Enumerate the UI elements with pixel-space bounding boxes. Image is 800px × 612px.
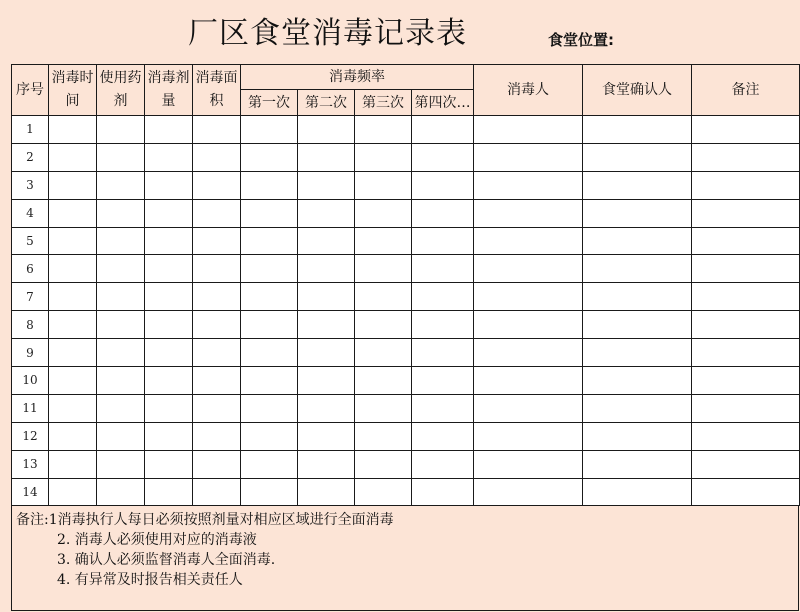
entry-cell[interactable]	[145, 199, 193, 227]
table-row	[12, 394, 800, 422]
entry-cell[interactable]	[193, 283, 241, 311]
entry-cell[interactable]	[193, 450, 241, 478]
entry-cell[interactable]	[412, 116, 474, 144]
table-row	[12, 422, 800, 450]
entry-cell[interactable]	[49, 422, 97, 450]
entry-cell[interactable]	[583, 255, 692, 283]
entry-cell[interactable]	[474, 450, 583, 478]
entry-cell[interactable]	[412, 394, 474, 422]
entry-cell[interactable]	[49, 339, 97, 367]
entry-cell[interactable]	[412, 478, 474, 506]
entry-cell[interactable]	[241, 116, 298, 144]
entry-cell[interactable]	[412, 255, 474, 283]
entry-cell[interactable]	[583, 283, 692, 311]
entry-cell[interactable]	[241, 478, 298, 506]
entry-cell[interactable]	[298, 255, 355, 283]
row-number: 14	[12, 478, 49, 506]
entry-cell[interactable]	[412, 422, 474, 450]
entry-cell[interactable]	[474, 143, 583, 171]
entry-cell[interactable]	[241, 339, 298, 367]
entry-cell[interactable]	[583, 116, 692, 144]
entry-cell[interactable]	[97, 255, 145, 283]
entry-cell[interactable]	[49, 367, 97, 395]
entry-cell[interactable]	[412, 283, 474, 311]
entry-cell[interactable]	[97, 311, 145, 339]
entry-cell[interactable]	[355, 255, 412, 283]
entry-cell[interactable]	[412, 143, 474, 171]
entry-cell[interactable]	[145, 171, 193, 199]
entry-cell[interactable]	[49, 143, 97, 171]
entry-cell[interactable]	[298, 143, 355, 171]
entry-cell[interactable]	[298, 116, 355, 144]
header-freq-2: 第二次	[298, 90, 355, 116]
entry-cell[interactable]	[145, 339, 193, 367]
entry-cell[interactable]	[692, 339, 800, 367]
entry-cell[interactable]	[241, 171, 298, 199]
note-line-3: 3. 确认人必须监督消毒人全面消毒.	[57, 552, 276, 568]
row-number: 3	[12, 171, 49, 199]
entry-cell[interactable]	[97, 283, 145, 311]
row-number: 12	[12, 422, 49, 450]
entry-cell[interactable]	[241, 255, 298, 283]
entry-cell[interactable]	[145, 478, 193, 506]
entry-cell[interactable]	[298, 283, 355, 311]
note-line-4: 4. 有异常及时报告相关责任人	[57, 572, 243, 588]
entry-cell[interactable]	[474, 311, 583, 339]
entry-cell[interactable]	[583, 450, 692, 478]
table-row	[12, 143, 800, 171]
entry-cell[interactable]	[145, 227, 193, 255]
entry-cell[interactable]	[145, 394, 193, 422]
entry-cell[interactable]	[49, 116, 97, 144]
entry-cell[interactable]	[145, 311, 193, 339]
form-title: 厂区食堂消毒记录表	[188, 16, 467, 51]
entry-cell[interactable]	[692, 394, 800, 422]
table-row	[12, 171, 800, 199]
entry-cell[interactable]	[412, 227, 474, 255]
entry-cell[interactable]	[241, 422, 298, 450]
entry-cell[interactable]	[241, 367, 298, 395]
entry-cell[interactable]	[474, 394, 583, 422]
header-freq-4: 第四次…	[412, 90, 474, 116]
entry-cell[interactable]	[97, 143, 145, 171]
header-canteen-confirm: 食堂确认人	[583, 65, 692, 116]
entry-cell[interactable]	[692, 311, 800, 339]
entry-cell[interactable]	[583, 478, 692, 506]
entry-cell[interactable]	[355, 227, 412, 255]
entry-cell[interactable]	[49, 478, 97, 506]
entry-cell[interactable]	[474, 255, 583, 283]
entry-cell[interactable]	[97, 367, 145, 395]
entry-cell[interactable]	[145, 116, 193, 144]
entry-cell[interactable]	[193, 255, 241, 283]
entry-cell[interactable]	[474, 367, 583, 395]
entry-cell[interactable]	[298, 422, 355, 450]
entry-cell[interactable]	[692, 367, 800, 395]
entry-cell[interactable]	[692, 450, 800, 478]
entry-cell[interactable]	[474, 199, 583, 227]
entry-cell[interactable]	[692, 283, 800, 311]
table-row	[12, 339, 800, 367]
entry-cell[interactable]	[97, 199, 145, 227]
entry-cell[interactable]	[298, 450, 355, 478]
entry-cell[interactable]	[298, 171, 355, 199]
entry-cell[interactable]	[241, 143, 298, 171]
entry-cell[interactable]	[49, 450, 97, 478]
header-freq-1: 第一次	[241, 90, 298, 116]
canteen-location-label: 食堂位置:	[548, 31, 614, 49]
entry-cell[interactable]	[49, 171, 97, 199]
entry-cell[interactable]	[583, 394, 692, 422]
entry-cell[interactable]	[474, 116, 583, 144]
entry-cell[interactable]	[355, 311, 412, 339]
entry-cell[interactable]	[355, 171, 412, 199]
entry-cell[interactable]	[193, 367, 241, 395]
entry-cell[interactable]	[241, 227, 298, 255]
entry-cell[interactable]	[193, 339, 241, 367]
table-row	[12, 116, 800, 144]
entry-cell[interactable]	[412, 311, 474, 339]
entry-cell[interactable]	[97, 422, 145, 450]
entry-cell[interactable]	[193, 311, 241, 339]
row-number: 8	[12, 311, 49, 339]
entry-cell[interactable]	[298, 227, 355, 255]
row-number: 6	[12, 255, 49, 283]
entry-cell[interactable]	[97, 116, 145, 144]
table-row	[12, 367, 800, 395]
note-line-1: 备注:1消毒执行人每日必须按照剂量对相应区域进行全面消毒	[16, 512, 394, 528]
entry-cell[interactable]	[49, 283, 97, 311]
table-row	[12, 227, 800, 255]
entry-cell[interactable]	[355, 450, 412, 478]
entry-cell[interactable]	[583, 227, 692, 255]
row-number: 13	[12, 450, 49, 478]
entry-cell[interactable]	[692, 227, 800, 255]
entry-cell[interactable]	[692, 199, 800, 227]
entry-cell[interactable]	[97, 478, 145, 506]
header-seq: 序号	[12, 65, 49, 116]
entry-cell[interactable]	[355, 283, 412, 311]
entry-cell[interactable]	[193, 227, 241, 255]
table-row	[12, 478, 800, 506]
entry-cell[interactable]	[241, 450, 298, 478]
row-number: 2	[12, 143, 49, 171]
entry-cell[interactable]	[583, 171, 692, 199]
entry-cell[interactable]	[412, 199, 474, 227]
table-row	[12, 255, 800, 283]
entry-cell[interactable]	[49, 255, 97, 283]
notes-section	[11, 505, 799, 611]
header-area: 消毒面积	[193, 65, 241, 116]
entry-cell[interactable]	[49, 227, 97, 255]
entry-cell[interactable]	[193, 171, 241, 199]
header-dose: 消毒剂量	[145, 65, 193, 116]
entry-cell[interactable]	[692, 422, 800, 450]
table-row	[12, 311, 800, 339]
entry-cell[interactable]	[298, 311, 355, 339]
header-remarks: 备注	[692, 65, 800, 116]
note-line-2: 2. 消毒人必须使用对应的消毒液	[57, 532, 257, 548]
row-number: 5	[12, 227, 49, 255]
entry-cell[interactable]	[412, 450, 474, 478]
entry-cell[interactable]	[474, 339, 583, 367]
header-frequency: 消毒频率	[241, 65, 474, 90]
entry-cell[interactable]	[193, 116, 241, 144]
entry-cell[interactable]	[97, 394, 145, 422]
entry-cell[interactable]	[49, 311, 97, 339]
row-number: 11	[12, 394, 49, 422]
entry-cell[interactable]	[355, 422, 412, 450]
entry-cell[interactable]	[97, 339, 145, 367]
entry-cell[interactable]	[145, 255, 193, 283]
entry-cell[interactable]	[241, 311, 298, 339]
header-agent: 使用药剂	[97, 65, 145, 116]
entry-cell[interactable]	[145, 450, 193, 478]
entry-cell[interactable]	[412, 339, 474, 367]
entry-cell[interactable]	[474, 478, 583, 506]
entry-cell[interactable]	[193, 143, 241, 171]
entry-cell[interactable]	[355, 367, 412, 395]
entry-cell[interactable]	[355, 478, 412, 506]
entry-cell[interactable]	[355, 143, 412, 171]
entry-cell[interactable]	[298, 367, 355, 395]
header-disinfector: 消毒人	[474, 65, 583, 116]
entry-cell[interactable]	[412, 171, 474, 199]
table-row	[12, 450, 800, 478]
entry-cell[interactable]	[145, 422, 193, 450]
entry-cell[interactable]	[49, 394, 97, 422]
entry-cell[interactable]	[298, 394, 355, 422]
header-time: 消毒时间	[49, 65, 97, 116]
row-number: 9	[12, 339, 49, 367]
entry-cell[interactable]	[692, 143, 800, 171]
entry-cell[interactable]	[355, 394, 412, 422]
entry-cell[interactable]	[145, 143, 193, 171]
entry-cell[interactable]	[583, 143, 692, 171]
disinfection-record-table	[11, 64, 800, 506]
entry-cell[interactable]	[583, 367, 692, 395]
entry-cell[interactable]	[692, 116, 800, 144]
entry-cell[interactable]	[193, 199, 241, 227]
entry-cell[interactable]	[583, 339, 692, 367]
entry-cell[interactable]	[474, 422, 583, 450]
entry-cell[interactable]	[355, 116, 412, 144]
entry-cell[interactable]	[145, 367, 193, 395]
row-number: 10	[12, 367, 49, 395]
entry-cell[interactable]	[583, 422, 692, 450]
entry-cell[interactable]	[474, 227, 583, 255]
entry-cell[interactable]	[412, 367, 474, 395]
entry-cell[interactable]	[145, 283, 193, 311]
entry-cell[interactable]	[241, 394, 298, 422]
entry-cell[interactable]	[298, 339, 355, 367]
table-row	[12, 199, 800, 227]
entry-cell[interactable]	[298, 199, 355, 227]
entry-cell[interactable]	[474, 283, 583, 311]
entry-cell[interactable]	[692, 171, 800, 199]
entry-cell[interactable]	[692, 255, 800, 283]
entry-cell[interactable]	[355, 199, 412, 227]
header-freq-3: 第三次	[355, 90, 412, 116]
entry-cell[interactable]	[474, 171, 583, 199]
entry-cell[interactable]	[193, 422, 241, 450]
entry-cell[interactable]	[193, 394, 241, 422]
entry-cell[interactable]	[97, 450, 145, 478]
entry-cell[interactable]	[355, 339, 412, 367]
entry-cell[interactable]	[241, 199, 298, 227]
entry-cell[interactable]	[583, 311, 692, 339]
entry-cell[interactable]	[97, 227, 145, 255]
entry-cell[interactable]	[241, 283, 298, 311]
entry-cell[interactable]	[193, 478, 241, 506]
entry-cell[interactable]	[49, 199, 97, 227]
row-number: 1	[12, 116, 49, 144]
row-number: 4	[12, 199, 49, 227]
entry-cell[interactable]	[298, 478, 355, 506]
entry-cell[interactable]	[692, 478, 800, 506]
entry-cell[interactable]	[583, 199, 692, 227]
row-number: 7	[12, 283, 49, 311]
entry-cell[interactable]	[97, 171, 145, 199]
table-row	[12, 283, 800, 311]
